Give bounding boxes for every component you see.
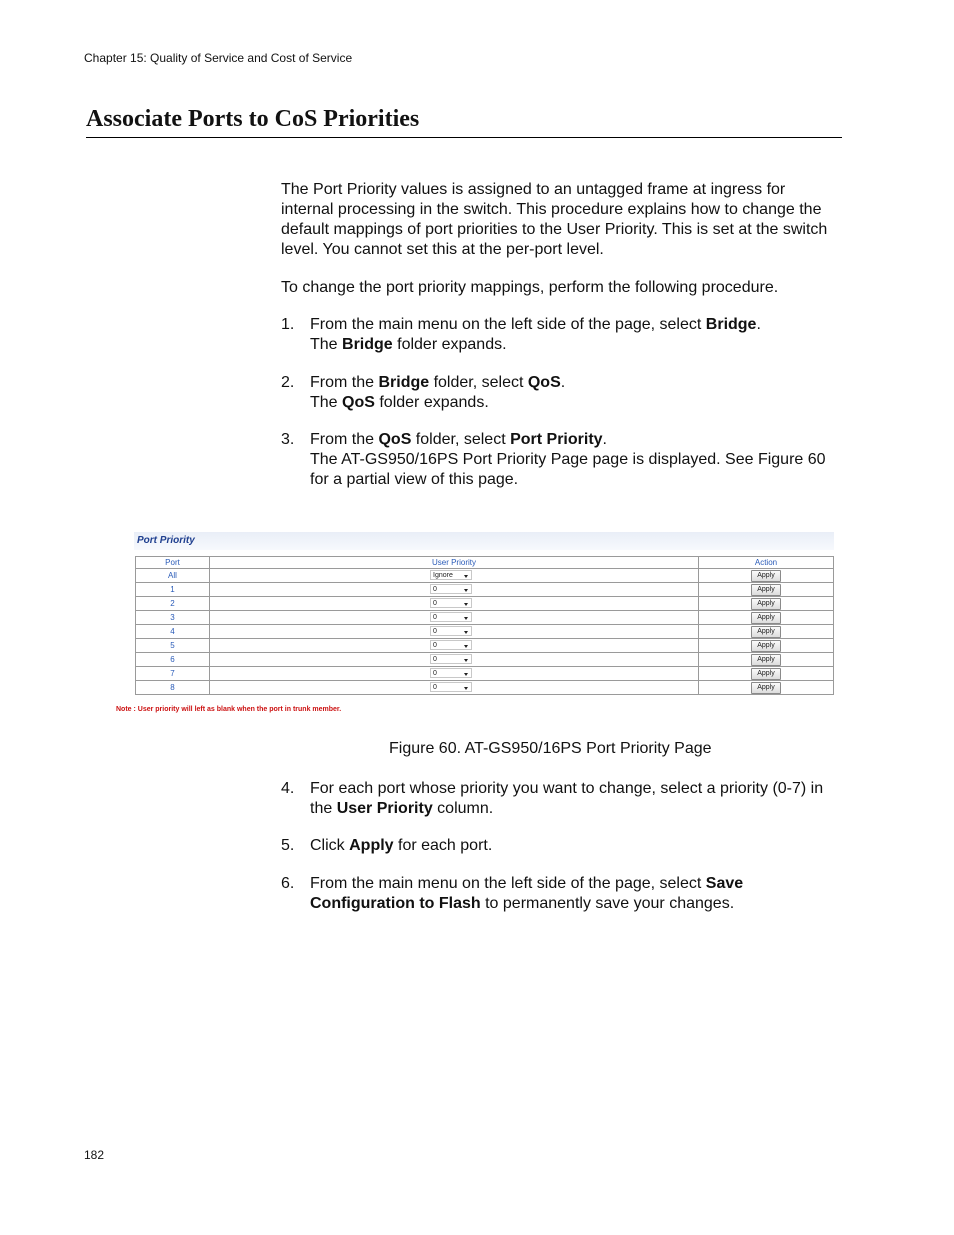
port-label: 8 (136, 681, 210, 695)
chevron-down-icon (464, 575, 468, 578)
chevron-down-icon (464, 617, 468, 620)
port-label: 3 (136, 611, 210, 625)
chevron-down-icon (464, 631, 468, 634)
apply-button[interactable]: Apply (751, 640, 781, 652)
figure-caption: Figure 60. AT-GS950/16PS Port Priority Page (389, 740, 712, 757)
priority-select[interactable]: 0 (430, 654, 472, 664)
port-label: 2 (136, 597, 210, 611)
figure-panel-title: Port Priority (134, 532, 834, 550)
chevron-down-icon (464, 687, 468, 690)
priority-select[interactable]: 0 (430, 682, 472, 692)
apply-button[interactable]: Apply (751, 654, 781, 666)
port-priority-table (135, 556, 834, 695)
port-label: 1 (136, 583, 210, 597)
table-row (136, 583, 834, 597)
priority-select[interactable]: 0 (430, 612, 472, 622)
running-header: Chapter 15: Quality of Service and Cost of Service (84, 51, 353, 65)
priority-select[interactable]: 0 (430, 626, 472, 636)
section-title: Associate Ports to CoS Priorities (86, 106, 842, 138)
table-row (136, 569, 834, 583)
priority-select[interactable]: 0 (430, 584, 472, 594)
port-label: 6 (136, 653, 210, 667)
chevron-down-icon (464, 659, 468, 662)
page-number: 182 (84, 1148, 105, 1162)
column-header-port: Port (136, 557, 210, 569)
chevron-down-icon (464, 673, 468, 676)
column-header-action: Action (699, 557, 834, 569)
apply-button[interactable]: Apply (751, 626, 781, 638)
procedure-intro: To change the port priority mappings, perform the following procedure. (281, 279, 779, 296)
priority-select[interactable]: 0 (430, 640, 472, 650)
intro-paragraph: The Port Priority values is assigned to an untagged frame at ingress for internal processing in the switch. This procedure explains how to change the default mappings of port priorities to the User Priority. This is set at the switch level. You cannot set this at the per-port level. (281, 181, 828, 258)
trunk-member-note: Note : User priority will left as blank when the port in trunk member. (116, 706, 342, 713)
table-row (136, 653, 834, 667)
table-row (136, 611, 834, 625)
port-label: All (136, 569, 210, 583)
chevron-down-icon (464, 645, 468, 648)
port-label: 4 (136, 625, 210, 639)
apply-button[interactable]: Apply (751, 584, 781, 596)
port-label: 7 (136, 667, 210, 681)
apply-button[interactable]: Apply (751, 668, 781, 680)
table-row (136, 625, 834, 639)
table-row (136, 667, 834, 681)
priority-select[interactable]: Ignore (430, 570, 472, 580)
port-label: 5 (136, 639, 210, 653)
table-row (136, 681, 834, 695)
priority-select[interactable]: 0 (430, 598, 472, 608)
chevron-down-icon (464, 603, 468, 606)
column-header-priority: User Priority (210, 557, 699, 569)
apply-button[interactable]: Apply (751, 570, 781, 582)
port-priority-figure (112, 530, 836, 720)
priority-select[interactable]: 0 (430, 668, 472, 678)
apply-button[interactable]: Apply (751, 612, 781, 624)
table-header-row (136, 557, 834, 569)
chevron-down-icon (464, 589, 468, 592)
apply-button[interactable]: Apply (751, 598, 781, 610)
apply-button[interactable]: Apply (751, 682, 781, 694)
table-row (136, 597, 834, 611)
table-row (136, 639, 834, 653)
